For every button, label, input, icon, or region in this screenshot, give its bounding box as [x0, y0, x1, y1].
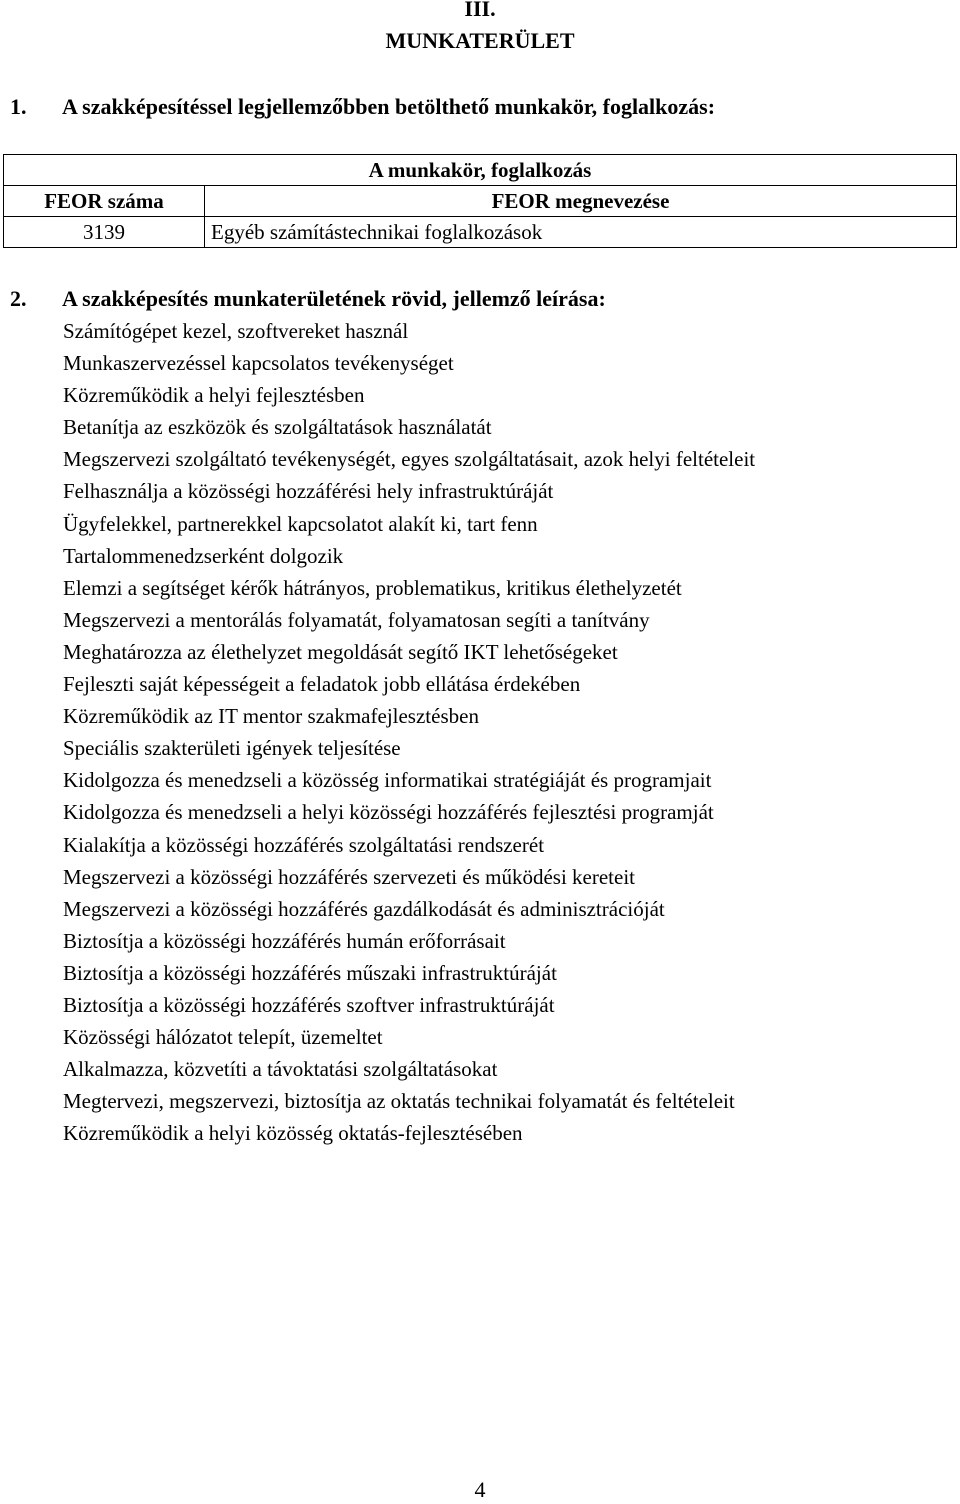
list-item: Megszervezi a mentorálás folyamatát, folyamatosan segíti a tanítvány: [63, 607, 650, 632]
list-item: Megszervezi a közösségi hozzáférés gazdálkodását és adminisztrációját: [63, 896, 665, 921]
feor-table: [3, 154, 957, 248]
feor-group-header-row: [4, 155, 957, 186]
section-1-heading: [10, 92, 715, 122]
feor-name-header: FEOR megnevezése: [205, 186, 957, 217]
list-item: Közösségi hálózatot telepít, üzemeltet: [63, 1025, 383, 1050]
list-item: Tartalommenedzserként dolgozik: [63, 543, 344, 568]
chapter-number: III.: [464, 0, 496, 21]
list-item: Alkalmazza, közvetíti a távoktatási szolgáltatásokat: [63, 1057, 498, 1082]
list-item: Speciális szakterületi igények teljesítése: [63, 736, 401, 761]
list-item: Kidolgozza és menedzseli a közösség informatikai stratégiáját és programjait: [63, 768, 712, 793]
list-item: Biztosítja a közösségi hozzáférés humán erőforrásait: [63, 928, 506, 953]
list-item: Megszervezi a közösségi hozzáférés szervezeti és működési kereteit: [63, 864, 635, 889]
list-item: Számítógépet kezel, szoftvereket használ: [63, 319, 409, 343]
list-item: Közreműködik az IT mentor szakmafejlesztésben: [63, 704, 479, 729]
chapter-title: MUNKATERÜLET: [385, 28, 575, 53]
list-item: Kialakítja a közösségi hozzáférés szolgáltatási rendszerét: [63, 832, 545, 857]
section-2-heading: [10, 284, 606, 314]
feor-name-cell: Egyéb számítástechnikai foglalkozások: [205, 217, 957, 248]
list-item: Elemzi a segítséget kérők hátrányos, problematikus, kritikus élethelyzetét: [63, 575, 682, 600]
list-item: Megtervezi, megszervezi, biztosítja az oktatás technikai folyamatát és feltételeit: [63, 1089, 735, 1114]
list-item: Biztosítja a közösségi hozzáférés szoftver infrastruktúráját: [63, 992, 555, 1017]
section-2-title: A szakképesítés munkaterületének rövid, jellemző leírása:: [62, 286, 606, 311]
list-item: Fejleszti saját képességeit a feladatok jobb ellátása érdekében: [63, 672, 581, 697]
section-1-number: 1.: [10, 94, 27, 119]
list-item: Meghatározza az élethelyzet megoldását segítő IKT lehetőségeket: [63, 639, 618, 664]
activity-list: [63, 315, 755, 1149]
page-number: 4: [474, 1477, 486, 1502]
list-item: Megszervezi szolgáltató tevékenységét, egyes szolgáltatásait, azok helyi feltételeit: [63, 447, 756, 472]
feor-number-cell: 3139: [4, 217, 205, 248]
feor-column-header-row: [4, 186, 957, 217]
feor-group-header: A munkakör, foglalkozás: [4, 155, 957, 186]
section-1-title: A szakképesítéssel legjellemzőbben betölthető munkakör, foglalkozás:: [62, 94, 716, 119]
list-item: Munkaszervezéssel kapcsolatos tevékenységet: [63, 351, 454, 376]
table-row: [4, 217, 957, 248]
list-item: Közreműködik a helyi közösség oktatás-fejlesztésében: [63, 1121, 523, 1146]
feor-number-header: FEOR száma: [4, 186, 205, 217]
list-item: Közreműködik a helyi fejlesztésben: [63, 383, 365, 408]
list-item: Biztosítja a közösségi hozzáférés műszaki infrastruktúráját: [63, 960, 557, 985]
list-item: Felhasználja a közösségi hozzáférési hely infrastruktúráját: [63, 479, 554, 504]
list-item: Ügyfelekkel, partnerekkel kapcsolatot alakít ki, tart fenn: [63, 511, 538, 536]
list-item: Betanítja az eszközök és szolgáltatások használatát: [63, 415, 492, 440]
list-item: Kidolgozza és menedzseli a helyi közösségi hozzáférés fejlesztési programját: [63, 800, 714, 825]
section-2-number: 2.: [10, 286, 27, 311]
